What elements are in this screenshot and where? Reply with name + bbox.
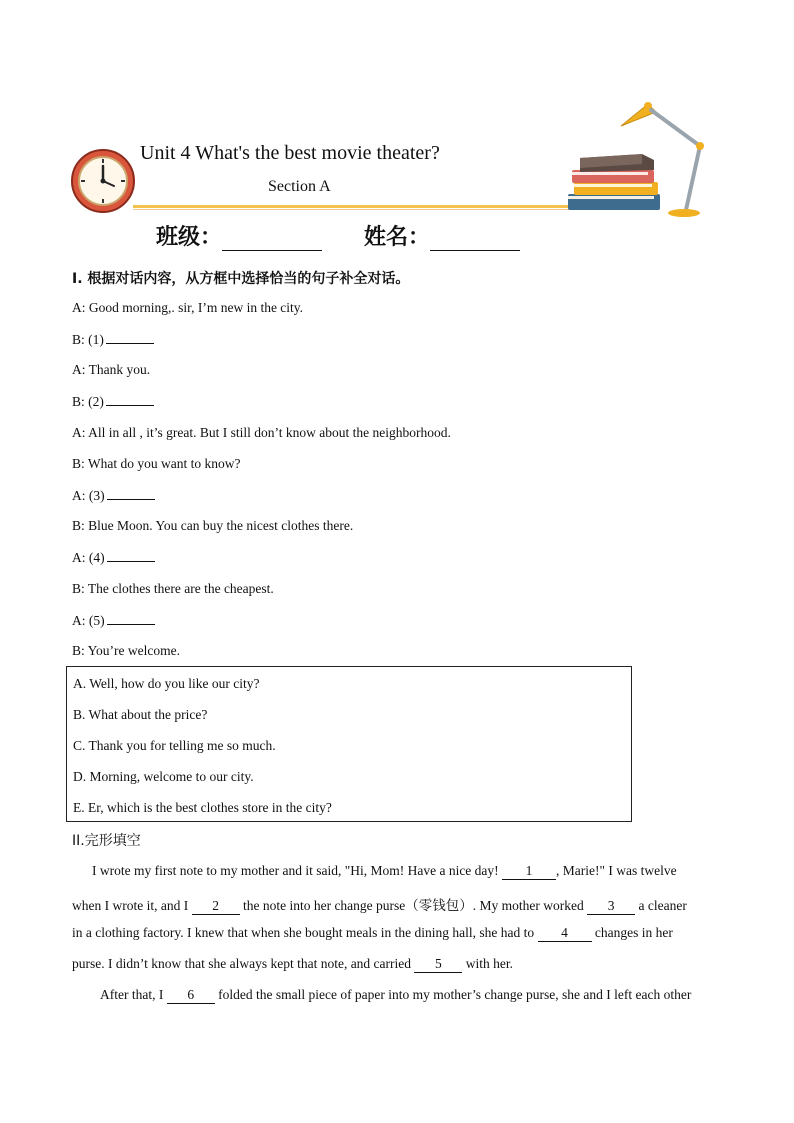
cloze-blank-6[interactable]: 6 xyxy=(167,987,215,1004)
dialogue-line: B: What do you want to know? xyxy=(72,456,241,471)
option-a: A. Well, how do you like our city? xyxy=(73,676,260,691)
dialogue-line: B: Blue Moon. You can buy the nicest clothes there. xyxy=(72,518,354,533)
passage-line: purse. I didn’t know that she always kept that note, and carried 5 with her. xyxy=(72,956,514,971)
cloze-blank-3[interactable]: 3 xyxy=(587,898,635,915)
dialogue-line: B: The clothes there are the cheapest. xyxy=(72,581,274,596)
option-b: B. What about the price? xyxy=(73,707,208,722)
option-c: C. Thank you for telling me so much. xyxy=(73,738,276,753)
name-blank[interactable] xyxy=(430,230,520,251)
answer-blank-4[interactable] xyxy=(107,549,155,562)
header-divider xyxy=(133,205,573,208)
header-divider-shadow xyxy=(133,209,573,210)
dialogue-line: B: You’re welcome. xyxy=(72,643,180,658)
answer-blank-5[interactable] xyxy=(107,612,155,625)
options-box xyxy=(66,666,632,822)
class-blank[interactable] xyxy=(222,230,322,251)
name-label: 姓名： xyxy=(364,225,431,250)
option-d: D. Morning, welcome to our city. xyxy=(73,769,254,784)
cloze-blank-5[interactable]: 5 xyxy=(414,956,462,973)
section-2-heading: II.完形填空 xyxy=(72,833,141,849)
option-e: E. Er, which is the best clothes store in the city? xyxy=(73,800,332,815)
passage-line: I wrote my first note to my mother and it said, "Hi, Mom! Have a nice day! 1 , Marie!" I was twelve xyxy=(92,863,677,878)
class-field xyxy=(156,220,322,251)
books-and-lamp-icon xyxy=(566,98,716,222)
worksheet-title: Unit 4 What's the best movie theater? xyxy=(140,142,440,164)
dialogue-line: A: (3) xyxy=(72,487,155,504)
dialogue-line: A: Good morning,. sir, I’m new in the city. xyxy=(72,300,304,315)
cloze-blank-1[interactable]: 1 xyxy=(502,863,556,880)
answer-blank-1[interactable] xyxy=(106,331,154,344)
answer-blank-3[interactable] xyxy=(107,487,155,500)
answer-blank-2[interactable] xyxy=(106,393,154,406)
section-1-heading: I. 根据对话内容，从方框中选择恰当的句子补全对话。 xyxy=(72,271,410,287)
dialogue-line: A: (4) xyxy=(72,549,155,566)
name-field xyxy=(364,220,520,251)
worksheet-subtitle: Section A xyxy=(268,178,331,195)
cloze-blank-4[interactable]: 4 xyxy=(538,925,592,942)
passage-line: in a clothing factory. I knew that when she bought meals in the dining hall, she had to 4 changes in her xyxy=(72,925,673,940)
passage-line: After that, I 6 folded the small piece of paper into my mother’s change purse, she and I left each other xyxy=(100,987,692,1002)
class-label: 班级： xyxy=(156,225,223,250)
dialogue-line: A: (5) xyxy=(72,612,155,629)
passage-line: when I wrote it, and I 2 the note into her change purse（零钱包）. My mother worked 3 a cleaner xyxy=(72,898,687,913)
dialogue-line: A: Thank you. xyxy=(72,362,151,377)
worksheet-header xyxy=(0,0,794,260)
clock-icon xyxy=(70,148,136,214)
dialogue-line: A: All in all , it’s great. But I still don’t know about the neighborhood. xyxy=(72,425,451,440)
dialogue-line: B: (2) xyxy=(72,393,154,410)
cloze-blank-2[interactable]: 2 xyxy=(192,898,240,915)
dialogue-line: B: (1) xyxy=(72,331,154,348)
